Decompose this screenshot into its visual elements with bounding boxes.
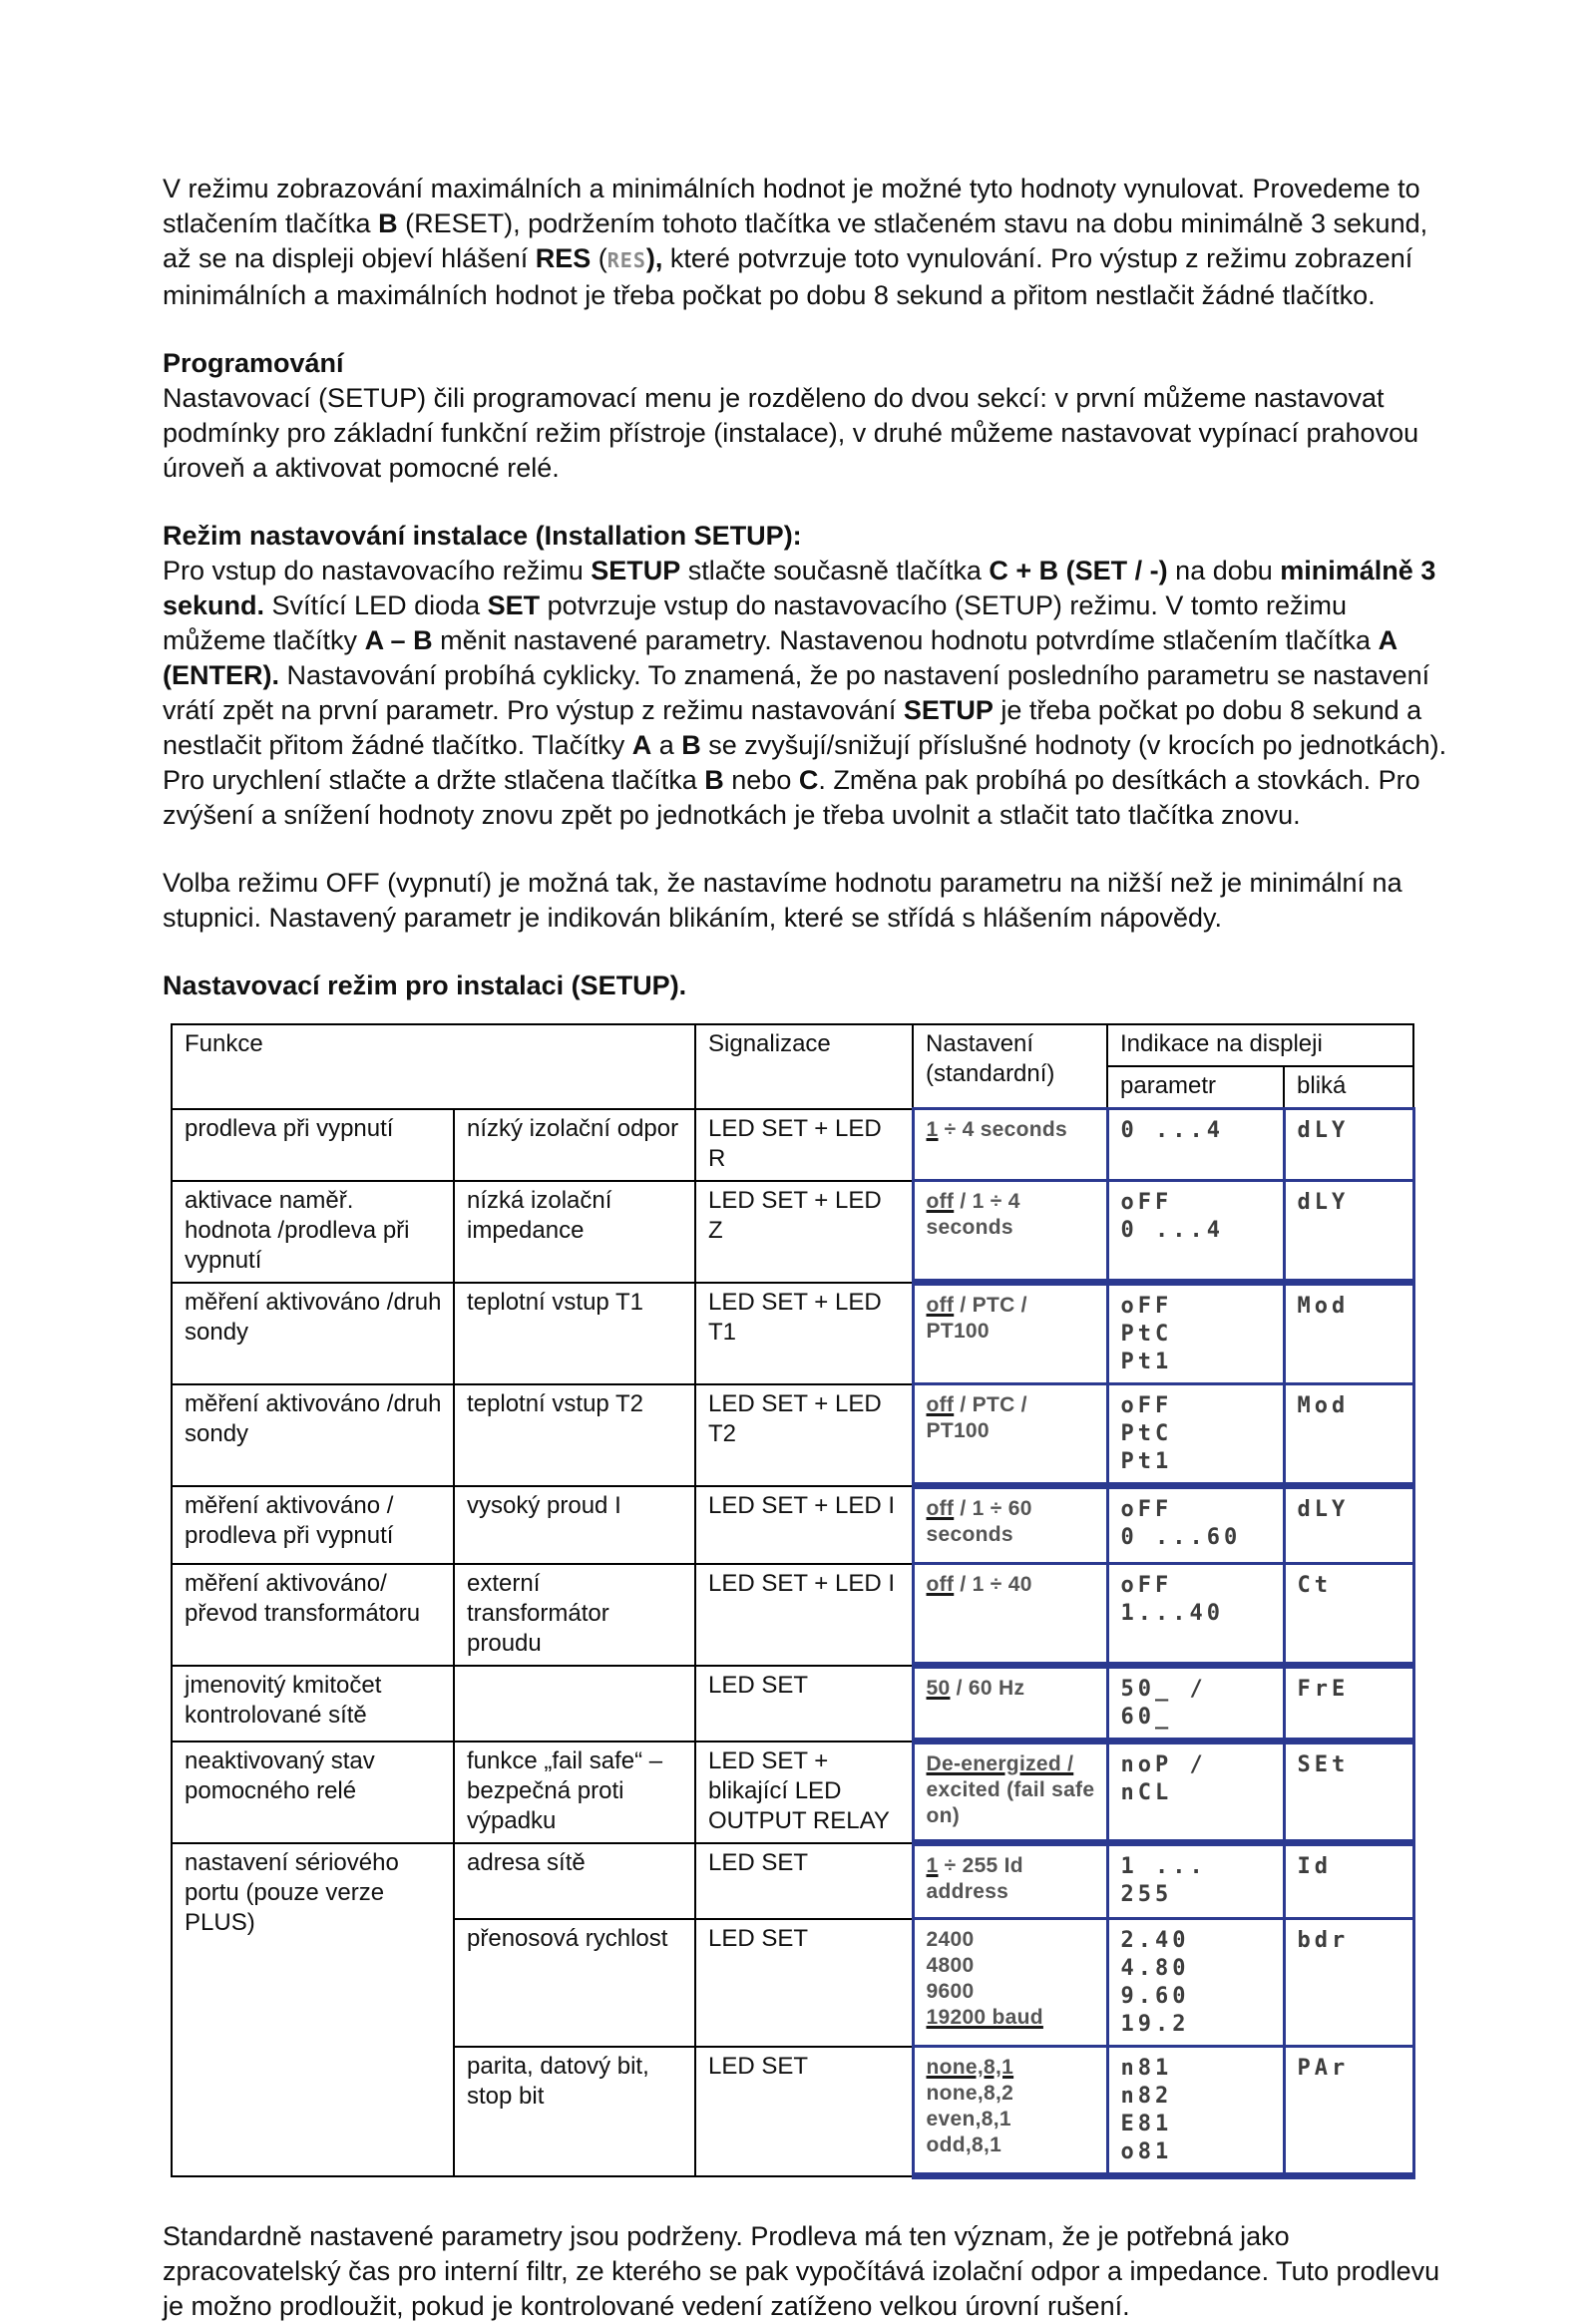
cell-display-blika: SEt [1284, 1742, 1413, 1843]
setup-table-body [172, 1109, 1413, 2176]
cell-signalizace: LED SET + LED Z [695, 1181, 913, 1283]
cell-funkce-detail [454, 1666, 695, 1742]
col-header-indikace: Indikace na displeji [1107, 1024, 1413, 1066]
cell-display-parametr: oFF PtC Pt1 [1107, 1283, 1284, 1384]
cell-funkce: měření aktivováno /druh sondy [172, 1384, 454, 1486]
cell-display-parametr: oFF PtC Pt1 [1107, 1384, 1284, 1486]
cell-display-parametr: oFF 0 ...4 [1107, 1181, 1284, 1283]
cell-display-parametr: oFF 1...40 [1107, 1564, 1284, 1666]
paragraph-footer: Standardně nastavené parametry jsou podrženy. Prodleva má ten význam, že je potřebná jako zpracovatelský čas pro interní filtr, ze kterého se pak vypočítává izolační odpor a impedance. Tuto prodlevu je možno prodloužit, pokud je kontrolované vedení zatíženo velkou úrovní rušení. [163, 2221, 1440, 2321]
cell-signalizace: LED SET [695, 2047, 913, 2176]
col-header-nastaveni-line2: (standardní) [926, 1060, 1055, 1087]
setup-table-row [172, 1486, 1413, 1564]
cell-funkce-detail: přenosová rychlost [454, 1919, 695, 2047]
setup-table-row [172, 1109, 1413, 1181]
cell-display-blika: PAr [1284, 2047, 1413, 2176]
col-header-signalizace: Signalizace [695, 1024, 913, 1109]
cell-funkce: měření aktivováno /druh sondy [172, 1283, 454, 1384]
cell-funkce-detail: nízký izolační odpor [454, 1109, 695, 1181]
heading-setup-table: Nastavovací režim pro instalaci (SETUP). [163, 970, 687, 1000]
setup-table-row [172, 1564, 1413, 1666]
cell-nastaveni-standard: off / PTC / PT100 [913, 1283, 1107, 1384]
cell-nastaveni-standard: off / 1 ÷ 4 seconds [913, 1181, 1107, 1283]
setup-table-header [172, 1024, 1413, 1109]
setup-table-row [172, 1283, 1413, 1384]
cell-display-parametr: 1 ... 255 [1107, 1843, 1284, 1919]
cell-nastaveni-standard: off / 1 ÷ 60 seconds [913, 1486, 1107, 1564]
col-header-blika: bliká [1284, 1066, 1413, 1109]
heading-programovani: Programování [163, 348, 344, 378]
cell-funkce: jmenovitý kmitočet kontrolované sítě [172, 1666, 454, 1742]
cell-display-blika: dLY [1284, 1181, 1413, 1283]
cell-funkce-detail: nízká izolační impedance [454, 1181, 695, 1283]
cell-display-blika: Mod [1284, 1283, 1413, 1384]
cell-funkce-detail: teplotní vstup T1 [454, 1283, 695, 1384]
cell-nastaveni-standard: none,8,1 none,8,2 even,8,1 odd,8,1 [913, 2047, 1107, 2176]
paragraph-programovani: Nastavovací (SETUP) čili programovací menu je rozděleno do dvou sekcí: v první můžeme nastavovat podmínky pro základní funkční režim přístroje (instalace), v druhé můžeme nastavovat vypínací prahovou úroveň a aktivovat pomocné relé. [163, 383, 1419, 483]
cell-signalizace: LED SET [695, 1919, 913, 2047]
cell-signalizace: LED SET + LED I [695, 1486, 913, 1564]
setup-table-row [172, 1843, 1413, 1919]
cell-signalizace: LED SET + LED T1 [695, 1283, 913, 1384]
cell-nastaveni-standard: 50 / 60 Hz [913, 1666, 1107, 1742]
cell-nastaveni-standard: 1 ÷ 4 seconds [913, 1109, 1107, 1181]
cell-display-blika: Ct [1284, 1564, 1413, 1666]
cell-display-blika: bdr [1284, 1919, 1413, 2047]
cell-signalizace: LED SET + LED T2 [695, 1384, 913, 1486]
cell-signalizace: LED SET [695, 1843, 913, 1919]
cell-funkce: aktivace naměř. hodnota /prodleva při vypnutí [172, 1181, 454, 1283]
cell-display-blika: dLY [1284, 1486, 1413, 1564]
setup-table-row [172, 1384, 1413, 1486]
cell-funkce-detail: funkce „fail safe“ – bezpečná proti výpadku [454, 1742, 695, 1843]
cell-display-parametr: oFF 0 ...60 [1107, 1486, 1284, 1564]
cell-display-blika: FrE [1284, 1666, 1413, 1742]
cell-display-blika: Mod [1284, 1384, 1413, 1486]
cell-funkce: prodleva při vypnutí [172, 1109, 454, 1181]
setup-table [171, 1023, 1415, 2179]
setup-table-row [172, 1666, 1413, 1742]
cell-display-parametr: 0 ...4 [1107, 1109, 1284, 1181]
seven-segment-res-text: RES [606, 248, 646, 272]
cell-nastaveni-standard: 2400 4800 9600 19200 baud [913, 1919, 1107, 2047]
cell-display-blika: dLY [1284, 1109, 1413, 1181]
paragraph-rezim-nastavovani: Pro vstup do nastavovacího režimu SETUP stlačte současně tlačítka C + B (SET / -) na dobu minimálně 3 sekund. Svítící LED dioda SET potvrzuje vstup do nastavovacího (SETUP) režimu. V tomto režimu můžeme tlačítky A – B měnit nastavené parametry. Nastavenou hodnotu potvrdíme stlačením tlačítka A (ENTER). Nastavování probíhá cyklicky. To znamená, že po nastavení posledního parametru se nastavení vrátí zpět na první parametr. Pro výstup z režimu nastavování SETUP je třeba počkat po dobu 8 sekund a nestlačit přitom žádné tlačítko. Tlačítky A a B se zvyšují/snižují příslušné hodnoty (v krocích po jednotkách). Pro urychlení stlačte a držte stlačena tlačítka B nebo C. Změna pak probíhá po desítkách a stovkách. Pro zvýšení a snížení hodnoty znovu zpět po jednotkách je třeba uvolnit a stlačit tato tlačítka znovu. [163, 556, 1447, 830]
paragraph-volba-off: Volba režimu OFF (vypnutí) je možná tak, že nastavíme hodnotu parametru na nižší než je minimální na stupnici. Nastavený parametr je indikován blikáním, které se střídá s hlášením nápovědy. [163, 868, 1402, 933]
cell-signalizace: LED SET + LED R [695, 1109, 913, 1181]
paragraph-reset: V režimu zobrazování maximálních a minimálních hodnot je možné tyto hodnoty vynulovat. Provedeme to stlačením tlačítka B (RESET), podržením tohoto tlačítka ve stlačeném stavu na dobu minimálně 3 sekund, až se na displeji objeví hlášení RES (RES), které potvrzuje toto vynulování. Pro výstup z režimu zobrazení minimálních a maximálních hodnot je třeba počkat po dobu 8 sekund a přitom nestlačit žádné tlačítko. [163, 174, 1428, 310]
col-header-funkce: Funkce [172, 1024, 695, 1109]
col-header-parametr: parametr [1107, 1066, 1284, 1109]
cell-funkce: neaktivovaný stav pomocného relé [172, 1742, 454, 1843]
setup-table-row [172, 1181, 1413, 1283]
cell-display-parametr: 2.40 4.80 9.60 19.2 [1107, 1919, 1284, 2047]
cell-nastaveni-standard: off / PTC / PT100 [913, 1384, 1107, 1486]
cell-funkce-detail: parita, datový bit, stop bit [454, 2047, 695, 2176]
cell-funkce-detail: externí transformátor proudu [454, 1564, 695, 1666]
cell-nastaveni-standard: 1 ÷ 255 Id address [913, 1843, 1107, 1919]
cell-signalizace: LED SET + LED I [695, 1564, 913, 1666]
cell-signalizace: LED SET + blikající LED OUTPUT RELAY [695, 1742, 913, 1843]
cell-nastaveni-standard: De-energized / excited (fail safe on) [913, 1742, 1107, 1843]
heading-rezim-nastavovani: Režim nastavování instalace (Installation SETUP): [163, 521, 802, 551]
cell-signalizace: LED SET [695, 1666, 913, 1742]
cell-display-parametr: 50_ / 60_ [1107, 1666, 1284, 1742]
col-header-nastaveni [913, 1024, 1107, 1109]
setup-table-row [172, 1742, 1413, 1843]
col-header-nastaveni-line1: Nastavení [926, 1030, 1034, 1057]
cell-nastaveni-standard: off / 1 ÷ 40 [913, 1564, 1107, 1666]
cell-funkce: nastavení sériového portu (pouze verze PLUS) [172, 1843, 454, 2176]
cell-funkce-detail: teplotní vstup T2 [454, 1384, 695, 1486]
cell-display-parametr: n81 n82 E81 o81 [1107, 2047, 1284, 2176]
cell-funkce-detail: adresa sítě [454, 1843, 695, 1919]
cell-funkce-detail: vysoký proud I [454, 1486, 695, 1564]
cell-display-blika: Id [1284, 1843, 1413, 1919]
cell-display-parametr: noP / nCL [1107, 1742, 1284, 1843]
cell-funkce: měření aktivováno / prodleva při vypnutí [172, 1486, 454, 1564]
cell-funkce: měření aktivováno/ převod transformátoru [172, 1564, 454, 1666]
